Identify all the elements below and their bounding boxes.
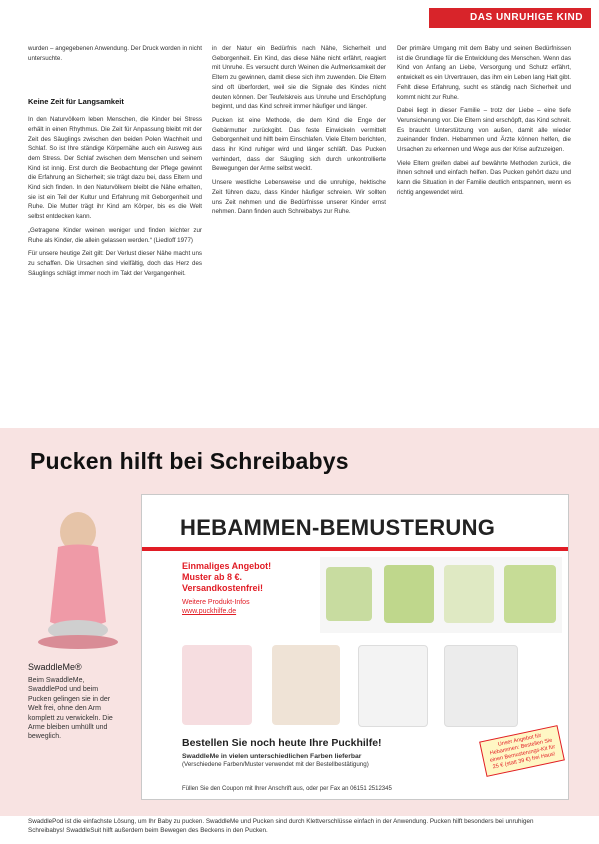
product-photo-row bbox=[182, 635, 562, 731]
article-paragraph: Unsere westliche Lebensweise und die unruhige, hektische Zeit führen dazu, dass Kinder häufiger schreien. Wir sollten uns Zeit nehmen und die Bedürfnisse unserer Kinder ernst nehmen. Dann finden auch Schreibabys zur Ruhe. bbox=[212, 179, 386, 216]
advert-note: SwaddleMe in vielen unterschiedlichen Farben lieferbar (Verschiedene Farben/Muster verwendet mit der Bestellbestätigung) bbox=[182, 753, 369, 768]
section-header: DAS UNRUHIGE KIND bbox=[429, 8, 591, 28]
page-footer-text: SwaddlePod ist die einfachste Lösung, um Ihr Baby zu pucken. SwaddleMe und Pucken sind durch Klettverschlüsse einfach in der Anwendung. Pucken hilft besonders bei unruhigen Schreibabys! SwaddleSuit hilft außerdem beim Bewegen des Beckens in den Pucken. bbox=[28, 818, 534, 834]
advert-banner: HEBAMMEN-BEMUSTERUNG bbox=[180, 515, 496, 540]
product-photo bbox=[444, 645, 518, 727]
article-column-1 bbox=[28, 44, 202, 278]
article-paragraph: Für unsere heutige Zeit gilt: Der Verlust dieser Nähe macht uns zu schaffen. Die Ursachen sind vielfältig, doch das Herz des Säuglings schlägt immer noch im Takt der Vergangenheit. bbox=[28, 250, 202, 277]
article-column-3 bbox=[397, 44, 571, 198]
product-photo bbox=[444, 565, 494, 623]
offer-more-info: Weitere Produkt-Infos www.puckhilfe.de bbox=[182, 599, 250, 615]
product-photo bbox=[504, 565, 556, 623]
column-intro: wurden – angegebenen Anwendung. Der Druck worden in nicht untersuchte. bbox=[28, 45, 202, 62]
article-paragraph: Viele Eltern greifen dabei auf bewährte Methoden zurück, die ihnen schnell und einfach helfen. Das Pucken gehört dazu und kann die Situation in der Familie deutlich entspannen, wenn es richtig angewendet wird. bbox=[397, 159, 571, 196]
offer-stamp: Unser Angebot für Hebammen: Bestellen Sie einen Bemusterungs-Kit für 25 € (statt 39 €) frei Haus! bbox=[479, 725, 565, 777]
offer-block bbox=[182, 561, 302, 616]
advert-box bbox=[141, 494, 569, 800]
article-paragraph: in der Natur ein Bedürfnis nach Nähe, Sicherheit und Geborgenheit. Ein Kind, das diese Nähe nicht erfährt, reagiert mit Unruhe. Es versucht durch Weinen die Aufmerksamkeit der Eltern zu gewinnen, damit diese sich ihm zuwenden. Die Eltern sind oft überfordert, weil sie die Signale des Kindes nicht deuten können. Der Teufelskreis aus Unruhe und Erschöpfung beginnt, und das Kind schreit immer häufiger und länger. bbox=[212, 45, 386, 111]
product-photo bbox=[182, 645, 252, 725]
swaddled-baby-photo bbox=[28, 502, 128, 657]
article-paragraph: Pucken ist eine Methode, die dem Kind die Enge der Gebärmutter zurückgibt. Das feste Einwickeln vermittelt Geborgenheit und hilft beim Einschlafen. Viele Eltern berichten, dass ihr Kind ruhiger wird und länger schläft. Das Pucken verhindert, dass der Säugling sich durch unkontrollierte Bewegungen der Arme selbst weckt. bbox=[212, 116, 386, 173]
article-paragraph: In den Naturvölkern leben Menschen, die Kinder bei Stress erhält in einen Rhythmus. Die Zeit für Anpassung bleibt mit der Zeit des Säuglings zwischen den beiden Polen Wachheit und Schlaf. So ist Ihre ständige Körpernähe auch ein Ausweg aus dem Stress. Der Schlaf zwischen dem Menschen und seinem Kind ist innig. Erst durch die Beobachtung der Pflege gewinnt die Erfahrung an Sicherheit; sie trägt dazu bei, dass Eltern und Kind sich finden. In den Naturvölkern bleibt die Nähe erhalten, sie ist ein Teil der Kultur und Erfahrung mit Geborgenheit und Ruhe. Die Mutter trägt ihr Kind am Körper, bis es die Welt selbst entdecken kann. bbox=[28, 116, 202, 221]
offer-line: Versandkostenfrei! bbox=[182, 583, 264, 593]
article-subheading: Keine Zeit für Langsamkeit bbox=[28, 97, 124, 107]
brand-description: Beim SwaddleMe, SwaddlePod und beim Pucken gelingen sie in der Welt frei, ohne den Arm komplett zu verwickeln. Die Arme bleiben umhüllt und beweglich. bbox=[28, 677, 113, 741]
brand-name: SwaddleMe® bbox=[28, 662, 82, 672]
article-paragraph: Dabei liegt in dieser Familie – trotz der Liebe – eine tiefe Verunsicherung vor. Die Eltern sind erschöpft, das Kind schreit. Es braucht Unterstützung von außen, damit alle wieder zueinander finden. Hebammen und Ärzte können helfen, die Ursachen zu erkennen und Wege aus der Krise aufzuzeigen. bbox=[397, 107, 571, 154]
order-cta: Bestellen Sie noch heute Ihre Puckhilfe! bbox=[182, 737, 382, 749]
offer-line: Muster ab 8 €. bbox=[182, 572, 243, 582]
product-photo-strip bbox=[320, 557, 562, 633]
advert-footnote: Füllen Sie den Coupon mit Ihrer Anschrift aus, oder per Fax an 06151 2512345 bbox=[182, 786, 392, 792]
offer-link[interactable]: www.puckhilfe.de bbox=[182, 608, 237, 615]
product-photo bbox=[384, 565, 434, 623]
article-paragraph: Der primäre Umgang mit dem Baby und seinen Bedürfnissen ist die Grundlage für die Entwicklung des Menschen. Wenn das Kind von Anfang an Liebe, Versorgung und Schutz erfährt, entwickelt es ein Urvertrauen, das ihm ein Leben lang Halt gibt. Fehlt diese Erfahrung, sucht es ständig nach Sicherheit und kommt nicht zur Ruhe. bbox=[397, 45, 571, 101]
article-column-2 bbox=[212, 44, 386, 217]
article-quote: „Getragene Kinder weinen weniger und finden leichter zur Ruhe als Kinder, die allein gelassen werden.“ (Liedloff 1977) bbox=[28, 226, 202, 244]
product-photo bbox=[272, 645, 340, 725]
product-photo bbox=[358, 645, 428, 727]
offer-line: Einmaliges Angebot! bbox=[182, 561, 272, 571]
red-stripe bbox=[142, 547, 568, 551]
advert-headline: Pucken hilft bei Schreibabys bbox=[30, 448, 349, 474]
product-photo bbox=[326, 567, 372, 621]
